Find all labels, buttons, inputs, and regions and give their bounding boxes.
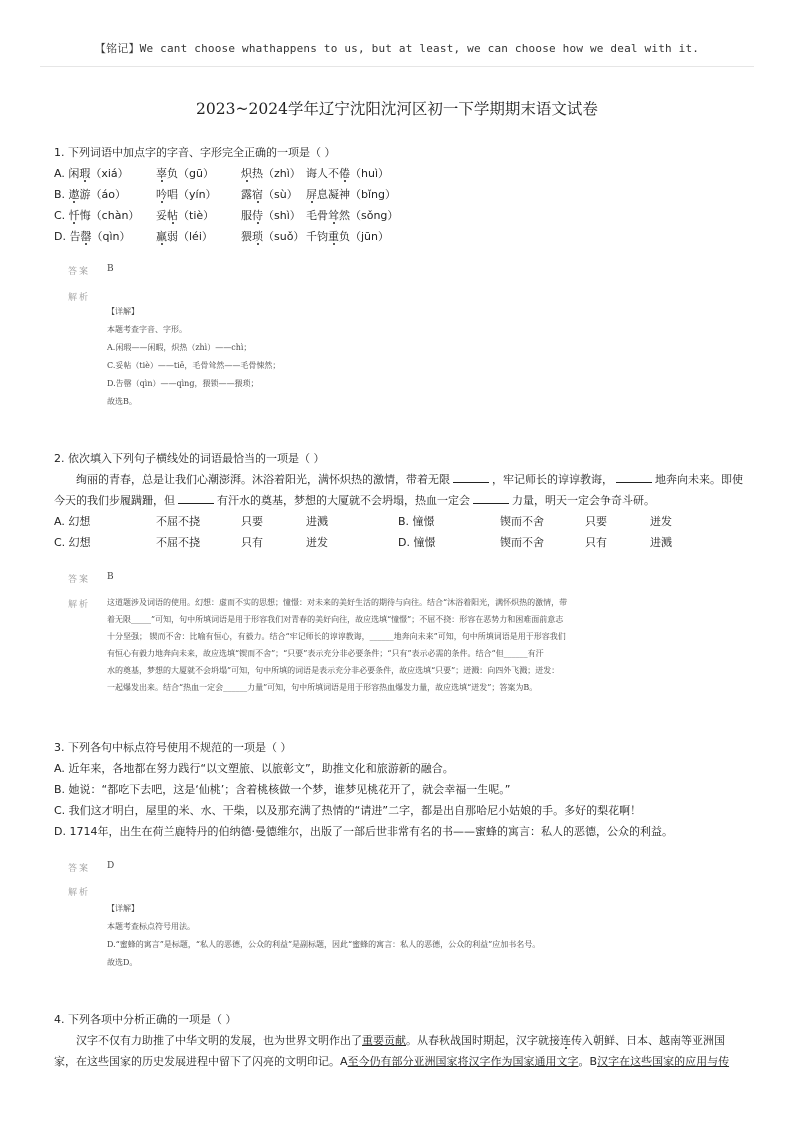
passage-text: 今天的我们步履蹒跚，但: [54, 494, 175, 507]
option-word: [54, 205, 139, 226]
fill-blank: [178, 491, 214, 504]
explanation-line: D.告罄（qìn）——qìng，猥锁——猥琐；: [107, 379, 259, 388]
question-4-passage-cont: [54, 1051, 744, 1072]
option-word: [241, 163, 301, 184]
question-3-option-a: A. 近年来，各地都在努力践行“以文塑旅、以旅彰文”，助推文化和旅游新的融合。: [54, 762, 454, 775]
option-word: [54, 163, 129, 184]
question-3-option-b: B. 她说：“都吃下去吧，这是‘仙桃’；含着桃核做一个梦，谁梦见桃花开了，就会幸福一生呢。”: [54, 783, 511, 796]
explanation-line: 本题考查字音、字形。: [107, 325, 187, 334]
option-d-word-2: 锲而不舍: [500, 536, 544, 549]
question-2-options-row-1: [54, 511, 744, 532]
dotted-character: 宿: [252, 188, 263, 201]
dotted-character: 瑕: [79, 167, 91, 180]
question-3-explanation: [107, 900, 540, 972]
explanation-line: 着无限_____”可知，句中所填词语是用于形容我们对青春的美好向往，故应选填“憧憬”；不屈不挠：形容在恶势力和困难面前意志: [107, 615, 564, 624]
option-text: A.: [54, 167, 69, 180]
option-text: B.: [54, 188, 69, 201]
dotted-character: 羸: [156, 230, 167, 243]
option-word: [156, 226, 213, 247]
header-divider: [40, 66, 754, 67]
passage-text: 有汗水的奠基，梦想的大厦就不会坍塌，热血一定会: [217, 494, 470, 507]
explanation-line: 有恒心有毅力地奔向未来，故应选填“锲而不舍”；“只要”表示充分非必要条件；“只有”表示必需的条件。结合“但______有汗: [107, 649, 544, 658]
option-text: 唱（yín）: [167, 188, 217, 201]
option-word: [156, 184, 217, 205]
option-word: [156, 205, 214, 226]
explanation-line: 故选D。: [107, 958, 138, 967]
passage-text: 传入朝鲜、日本、越南等亚洲国: [571, 1034, 725, 1047]
question-1-option-row: [54, 205, 744, 226]
option-text: 负（jūn）: [339, 230, 389, 243]
underlined-phrase: 重要贡献: [362, 1034, 406, 1047]
dotted-character: 罄: [80, 230, 92, 243]
underlined-sentence-a: 至今仍有部分亚洲国家将汉字作为国家通用文字: [347, 1055, 579, 1068]
option-text: C.: [54, 209, 69, 222]
dotted-character: 帖: [167, 209, 178, 222]
option-text: （shì）: [263, 209, 301, 222]
passage-text: 。B: [578, 1055, 598, 1068]
question-2-passage-cont: [54, 490, 744, 511]
question-1: [54, 142, 744, 247]
option-b-word-2: 锲而不舍: [500, 515, 544, 528]
option-c-word-3: 只有: [241, 536, 263, 549]
option-text: 告: [69, 230, 81, 243]
dotted-character: 侍: [252, 209, 263, 222]
option-a-word-2: 不屈不挠: [156, 515, 200, 528]
answer-label: 答案: [68, 575, 91, 585]
fill-blank: [473, 491, 509, 504]
question-1-option-row: [54, 163, 744, 184]
option-a-word-3: 只要: [241, 515, 263, 528]
option-text: 游（áo）: [79, 188, 127, 201]
analysis-label: 解析: [68, 888, 91, 898]
option-text: 毛骨: [306, 209, 328, 222]
explanation-line: 十分坚强； 锲而不舍：比喻有恒心，有毅力。结合“牢记师长的谆谆教诲，______地奔向未来”可知，句中所填词语是用于形容我们: [107, 632, 566, 641]
option-text: 弱（léi）: [167, 230, 213, 243]
question-1-explanation: [107, 303, 280, 411]
question-2-stem: 2. 依次填入下列句子横线处的词语最恰当的一项是（ ）: [54, 452, 325, 465]
option-word: [54, 184, 126, 205]
answer-label: 答案: [68, 864, 91, 874]
explanation-line: 这道题涉及词语的使用。幻想：虚而不实的思想；憧憬：对未来的美好生活的期待与向往。结合“沐浴着阳光，满怀炽热的激情，带: [107, 598, 568, 607]
option-d-word-4: 进溅: [650, 536, 672, 549]
dotted-character: 连: [560, 1034, 571, 1047]
option-text: 负（gū）: [167, 167, 214, 180]
option-word: [306, 226, 389, 247]
option-word: [306, 184, 396, 205]
question-1-option-row: [54, 226, 744, 247]
stem-text: 3. 下列各句中标点符号使用不规范的一项是（ ）: [54, 741, 292, 754]
option-text: 悔（chàn）: [79, 209, 140, 222]
underlined-sentence-b: 汉字在这些国家的应用与传: [597, 1055, 730, 1068]
question-1-answer: B: [107, 264, 114, 274]
explanation-line: 【详解】: [107, 307, 139, 316]
dotted-character: 遨: [68, 188, 80, 201]
question-3-option-c: C. 我们这才明白，屋里的米、水、干柴，以及那充满了热情的“请进”二字，都是出自那哈尼小姑娘的手。多好的梨花啊！: [54, 804, 642, 817]
explanation-line: A.闲瑕——闲暇，炽热（zhì）——chì；: [107, 343, 252, 352]
option-word: [54, 226, 130, 247]
answer-label: 答案: [68, 267, 91, 277]
analysis-label: 解析: [68, 600, 91, 610]
dotted-character: 辜: [156, 167, 167, 180]
option-c-word-1: C. 幻想: [54, 536, 91, 549]
option-word: [241, 205, 301, 226]
passage-text: 力量，明天一定会争奇斗研。: [512, 494, 655, 507]
passage-text: 汉字不仅有力助推了中华文明的发展，也为世界文明作出了: [76, 1034, 362, 1047]
option-word: [306, 163, 389, 184]
option-text: 闲: [68, 167, 80, 180]
option-text: 妥: [156, 209, 167, 222]
option-text: 服: [241, 209, 252, 222]
option-d-word-1: D. 憧憬: [398, 536, 436, 549]
question-2-passage: [54, 469, 744, 490]
question-4: [54, 1009, 744, 1072]
passage-text: ，牢记师长的谆谆教诲，: [492, 473, 613, 486]
dotted-character: 炽: [241, 167, 252, 180]
dotted-character: 倦: [339, 167, 350, 180]
passage-text: 。从春秋战国时期起，汉字就接: [406, 1034, 560, 1047]
option-word: [156, 163, 214, 184]
question-3-answer: D: [107, 861, 115, 871]
explanation-line: C.妥帖（tiè）——tiē，毛骨耸然——毛骨悚然；: [107, 361, 281, 370]
analysis-label: 解析: [68, 293, 91, 303]
passage-text: 家，在这些国家的历史发展进程中留下了闪亮的文明印记。A: [54, 1055, 348, 1068]
question-2-explanation: [107, 594, 567, 696]
option-text: （xiá）: [90, 167, 129, 180]
explanation-line: D.“蜜蜂的寓言”是标题，“私人的恶德，公众的利益”是副标题，因此“蜜蜂的寓言：私人的恶德，公众的利益”应加书名号。: [107, 940, 541, 949]
explanation-line: 【详解】: [107, 904, 139, 913]
option-word: [241, 226, 304, 247]
question-4-stem: 4. 下列各项中分析正确的一项是（ ）: [54, 1013, 237, 1026]
question-4-passage: [54, 1030, 744, 1051]
question-2-options-row-2: [54, 532, 744, 553]
page-title: 2023~2024学年辽宁沈阳沈河区初一下学期期末语文试卷: [196, 100, 598, 118]
question-1-stem: 1. 下列词语中加点字的字音、字形完全正确的一项是（ ）: [54, 146, 336, 159]
option-text: D.: [54, 230, 70, 243]
option-text: （sù）: [263, 188, 298, 201]
option-word: [306, 205, 398, 226]
dotted-character: 吟: [156, 188, 167, 201]
option-text: （qìn）: [91, 230, 131, 243]
fill-blank: [453, 470, 489, 483]
option-d-word-3: 只有: [585, 536, 607, 549]
option-text: 露: [241, 188, 252, 201]
option-text: （huì）: [350, 167, 389, 180]
option-text: 猥: [241, 230, 252, 243]
fill-blank: [616, 470, 652, 483]
explanation-line: 本题考查标点符号用法。: [107, 922, 195, 931]
dotted-character: 琐: [252, 230, 263, 243]
passage-text: 绚丽的青春，总是让我们心潮澎湃。沐浴着阳光，满怀炽热的激情，带着无限: [76, 473, 450, 486]
option-text: （tiè）: [178, 209, 215, 222]
option-text: 诲人不: [306, 167, 339, 180]
option-c-word-2: 不屈不挠: [156, 536, 200, 549]
explanation-line: 故选B。: [107, 397, 137, 406]
dotted-character: 忏: [68, 209, 80, 222]
question-2: [54, 448, 744, 553]
explanation-line: 水的奠基，梦想的大厦就不会坍塌”可知，句中所填的词语是表示充分非必要条件，故应选填“只要”；迸溅：向四外飞溅；迸发：: [107, 666, 560, 675]
dotted-character: 耸: [328, 209, 339, 222]
option-text: 热（zhì）: [252, 167, 301, 180]
option-text: 千钧: [306, 230, 328, 243]
question-2-answer: B: [107, 572, 114, 582]
option-b-word-4: 迸发: [650, 515, 672, 528]
question-3-stem: [54, 737, 744, 758]
question-3-option-d: D. 1714年，出生在荷兰鹿特丹的伯纳德·曼德维尔，出版了一部后世非常有名的书——蜜蜂的寓言：私人的恶德，公众的利益。: [54, 825, 673, 838]
option-a-word-1: A. 幻想: [54, 515, 91, 528]
passage-text: 地奔向未来。即使: [655, 473, 743, 486]
option-b-word-3: 只要: [585, 515, 607, 528]
option-b-word-1: B. 憧憬: [398, 515, 435, 528]
option-text: （suǒ）: [263, 230, 305, 243]
header-motto: 【铭记】We cant choose whathappens to us, but at least, we can choose how we deal with it.: [94, 42, 700, 55]
option-word: [241, 184, 298, 205]
question-1-option-row: [54, 184, 744, 205]
dotted-character: 重: [328, 230, 339, 243]
dotted-character: 屏: [306, 188, 317, 201]
option-text: 然（sǒng）: [339, 209, 399, 222]
explanation-line: 一起爆发出来。结合“热血一定会______力量”可知，句中所填词语是用于形容热血爆发力量，故应选填“迸发”；答案为B。: [107, 683, 538, 692]
question-3: [54, 737, 744, 842]
option-text: 息凝神（bǐng）: [317, 188, 396, 201]
option-a-word-4: 进溅: [306, 515, 328, 528]
question-1-options: [54, 163, 744, 247]
option-c-word-4: 迸发: [306, 536, 328, 549]
